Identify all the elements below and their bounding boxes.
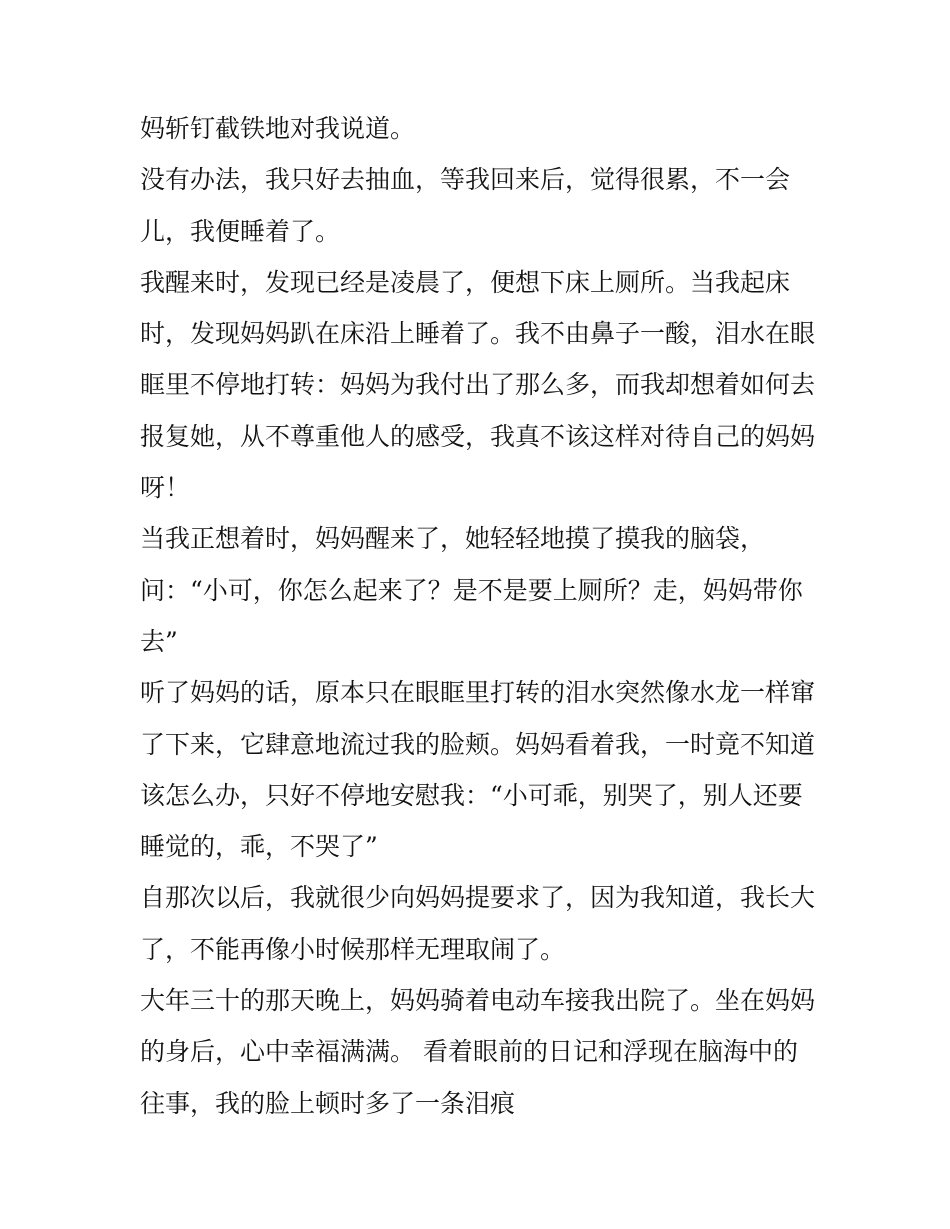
text-line: 的身后，心中幸福满满。 看着眼前的日记和浮现在脑海中的 bbox=[140, 1037, 798, 1067]
text-line: 该怎么办，只好不停地安慰我：“小可乖，别哭了，别人还要 bbox=[140, 780, 803, 810]
text-line: 妈斩钉截铁地对我说道。 bbox=[140, 114, 416, 143]
text-line: 了下来，它肆意地流过我的脸颊。妈妈看着我，一时竟不知道 bbox=[140, 729, 816, 759]
text-line: 往事，我的脸上顿时多了一条泪痕 bbox=[140, 1088, 516, 1118]
text-line: 去” bbox=[140, 626, 178, 656]
text-line: 睡觉的，乖，不哭了” bbox=[140, 832, 378, 862]
text-line: 我醒来时，发现已经是凌晨了，便想下床上厕所。当我起床 bbox=[140, 267, 791, 297]
text-line: 当我正想着时，妈妈醒来了，她轻轻地摸了摸我的脑袋， bbox=[140, 524, 766, 554]
text-line: 听了妈妈的话，原本只在眼眶里打转的泪水突然像水龙一样窜 bbox=[140, 678, 816, 708]
text-line: 大年三十的那天晚上，妈妈骑着电动车接我出院了。坐在妈妈 bbox=[140, 986, 816, 1016]
text-line: 眶里不停地打转：妈妈为我付出了那么多，而我却想着如何去 bbox=[140, 370, 816, 400]
text-line: 自那次以后，我就很少向妈妈提要求了，因为我知道，我长大 bbox=[140, 883, 816, 913]
text-line: 没有办法，我只好去抽血，等我回来后，觉得很累，不一会 bbox=[140, 165, 791, 195]
text-line: 了，不能再像小时候那样无理取闹了。 bbox=[140, 934, 566, 964]
text-line: 问：“小可，你怎么起来了？是不是要上厕所？走，妈妈带你 bbox=[140, 575, 803, 605]
text-line: 报复她，从不尊重他人的感受，我真不该这样对待自己的妈妈 bbox=[140, 421, 816, 451]
text-line: 时，发现妈妈趴在床沿上睡着了。我不由鼻子一酸，泪水在眼 bbox=[140, 319, 816, 349]
text-line: 呀！ bbox=[140, 473, 191, 503]
document-body bbox=[140, 103, 820, 1129]
text-line: 儿，我便睡着了。 bbox=[140, 216, 341, 246]
